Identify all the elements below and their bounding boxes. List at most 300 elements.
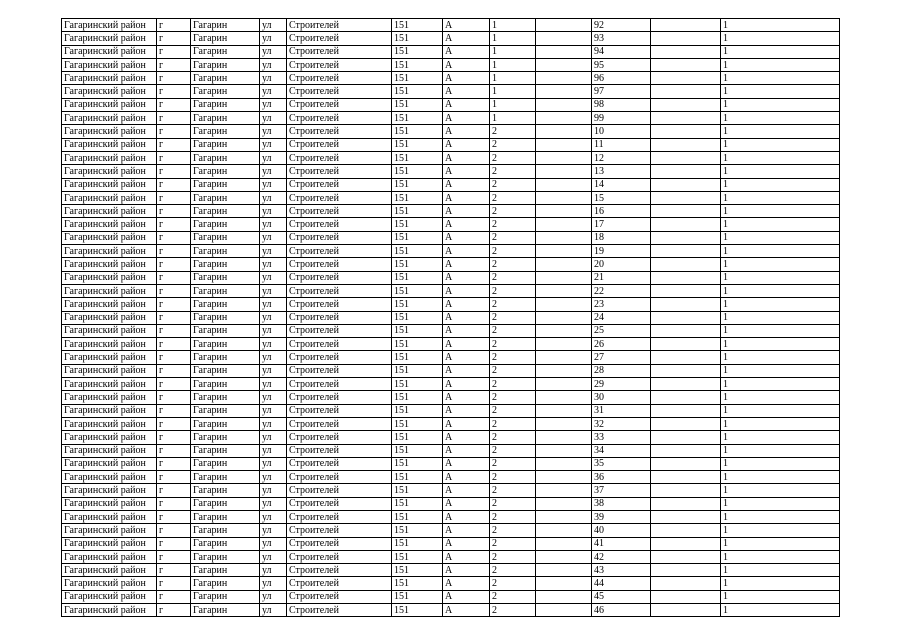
apartment-cell: 38 <box>592 497 651 510</box>
house-cell: 151 <box>392 245 443 258</box>
district-cell: Гагаринский район <box>62 444 157 457</box>
extra2-cell <box>651 218 721 231</box>
apartment-cell: 20 <box>592 258 651 271</box>
extra2-cell <box>651 98 721 111</box>
street-cell: Строителей <box>287 151 392 164</box>
district-cell: Гагаринский район <box>62 98 157 111</box>
building-cell: А <box>443 245 490 258</box>
extra2-cell <box>651 58 721 71</box>
house-cell: 151 <box>392 497 443 510</box>
extra2-cell <box>651 537 721 550</box>
district-cell: Гагаринский район <box>62 391 157 404</box>
settlement-cell: Гагарин <box>191 284 260 297</box>
apartment-cell: 94 <box>592 45 651 58</box>
settlement-cell: Гагарин <box>191 218 260 231</box>
building-cell: А <box>443 604 490 617</box>
entrance-cell: 2 <box>490 178 536 191</box>
extra-cell <box>536 58 592 71</box>
street-cell: Строителей <box>287 245 392 258</box>
extra-cell <box>536 112 592 125</box>
street-type-cell: ул <box>260 32 287 45</box>
table-row <box>62 577 840 590</box>
district-cell: Гагаринский район <box>62 577 157 590</box>
street-cell: Строителей <box>287 484 392 497</box>
entrance-cell: 2 <box>490 284 536 297</box>
settlement-cell: Гагарин <box>191 590 260 603</box>
house-cell: 151 <box>392 72 443 85</box>
apartment-cell: 44 <box>592 577 651 590</box>
entrance-cell: 1 <box>490 98 536 111</box>
table-row <box>62 45 840 58</box>
building-cell: А <box>443 112 490 125</box>
table-row <box>62 138 840 151</box>
street-cell: Строителей <box>287 351 392 364</box>
table-row <box>62 19 840 32</box>
settlement-cell: Гагарин <box>191 404 260 417</box>
district-cell: Гагаринский район <box>62 231 157 244</box>
table-row <box>62 58 840 71</box>
house-cell: 151 <box>392 590 443 603</box>
district-cell: Гагаринский район <box>62 165 157 178</box>
street-cell: Строителей <box>287 550 392 563</box>
settlement-type-cell: г <box>157 324 191 337</box>
extra2-cell <box>651 564 721 577</box>
extra-cell <box>536 577 592 590</box>
settlement-type-cell: г <box>157 205 191 218</box>
extra2-cell <box>651 284 721 297</box>
district-cell: Гагаринский район <box>62 550 157 563</box>
building-cell: А <box>443 45 490 58</box>
street-cell: Строителей <box>287 98 392 111</box>
district-cell: Гагаринский район <box>62 537 157 550</box>
settlement-type-cell: г <box>157 378 191 391</box>
building-cell: А <box>443 258 490 271</box>
settlement-type-cell: г <box>157 178 191 191</box>
street-cell: Строителей <box>287 471 392 484</box>
building-cell: А <box>443 311 490 324</box>
settlement-cell: Гагарин <box>191 457 260 470</box>
count-cell: 1 <box>721 231 840 244</box>
street-type-cell: ул <box>260 98 287 111</box>
count-cell: 1 <box>721 85 840 98</box>
street-cell: Строителей <box>287 604 392 617</box>
settlement-cell: Гагарин <box>191 138 260 151</box>
extra2-cell <box>651 245 721 258</box>
settlement-type-cell: г <box>157 271 191 284</box>
street-cell: Строителей <box>287 324 392 337</box>
street-type-cell: ул <box>260 258 287 271</box>
extra2-cell <box>651 484 721 497</box>
street-cell: Строителей <box>287 311 392 324</box>
extra-cell <box>536 218 592 231</box>
house-cell: 151 <box>392 165 443 178</box>
house-cell: 151 <box>392 218 443 231</box>
extra-cell <box>536 338 592 351</box>
district-cell: Гагаринский район <box>62 112 157 125</box>
settlement-cell: Гагарин <box>191 577 260 590</box>
count-cell: 1 <box>721 311 840 324</box>
count-cell: 1 <box>721 178 840 191</box>
extra2-cell <box>651 324 721 337</box>
entrance-cell: 2 <box>490 218 536 231</box>
district-cell: Гагаринский район <box>62 404 157 417</box>
table-row <box>62 364 840 377</box>
settlement-type-cell: г <box>157 311 191 324</box>
settlement-cell: Гагарин <box>191 205 260 218</box>
entrance-cell: 2 <box>490 524 536 537</box>
street-type-cell: ул <box>260 550 287 563</box>
district-cell: Гагаринский район <box>62 32 157 45</box>
count-cell: 1 <box>721 58 840 71</box>
street-type-cell: ул <box>260 537 287 550</box>
street-type-cell: ул <box>260 284 287 297</box>
extra2-cell <box>651 45 721 58</box>
building-cell: А <box>443 351 490 364</box>
table-row <box>62 165 840 178</box>
street-cell: Строителей <box>287 284 392 297</box>
extra-cell <box>536 98 592 111</box>
table-row <box>62 404 840 417</box>
entrance-cell: 2 <box>490 205 536 218</box>
apartment-cell: 46 <box>592 604 651 617</box>
extra2-cell <box>651 19 721 32</box>
apartment-cell: 21 <box>592 271 651 284</box>
extra2-cell <box>651 391 721 404</box>
district-cell: Гагаринский район <box>62 338 157 351</box>
street-type-cell: ул <box>260 72 287 85</box>
building-cell: А <box>443 85 490 98</box>
settlement-type-cell: г <box>157 510 191 523</box>
district-cell: Гагаринский район <box>62 510 157 523</box>
table-row <box>62 471 840 484</box>
apartment-cell: 35 <box>592 457 651 470</box>
extra-cell <box>536 497 592 510</box>
house-cell: 151 <box>392 125 443 138</box>
street-cell: Строителей <box>287 45 392 58</box>
street-type-cell: ул <box>260 138 287 151</box>
entrance-cell: 2 <box>490 271 536 284</box>
house-cell: 151 <box>392 231 443 244</box>
settlement-type-cell: г <box>157 364 191 377</box>
street-cell: Строителей <box>287 364 392 377</box>
house-cell: 151 <box>392 138 443 151</box>
extra-cell <box>536 378 592 391</box>
extra-cell <box>536 444 592 457</box>
entrance-cell: 2 <box>490 191 536 204</box>
street-type-cell: ул <box>260 165 287 178</box>
extra-cell <box>536 32 592 45</box>
street-cell: Строителей <box>287 444 392 457</box>
street-cell: Строителей <box>287 378 392 391</box>
settlement-cell: Гагарин <box>191 112 260 125</box>
entrance-cell: 2 <box>490 497 536 510</box>
extra2-cell <box>651 178 721 191</box>
extra2-cell <box>651 404 721 417</box>
table-body <box>62 19 840 617</box>
house-cell: 151 <box>392 258 443 271</box>
building-cell: А <box>443 205 490 218</box>
building-cell: А <box>443 271 490 284</box>
settlement-cell: Гагарин <box>191 98 260 111</box>
apartment-cell: 23 <box>592 298 651 311</box>
house-cell: 151 <box>392 151 443 164</box>
district-cell: Гагаринский район <box>62 125 157 138</box>
extra-cell <box>536 471 592 484</box>
extra-cell <box>536 72 592 85</box>
street-cell: Строителей <box>287 112 392 125</box>
extra-cell <box>536 258 592 271</box>
count-cell: 1 <box>721 45 840 58</box>
street-type-cell: ул <box>260 231 287 244</box>
settlement-cell: Гагарин <box>191 564 260 577</box>
count-cell: 1 <box>721 271 840 284</box>
entrance-cell: 2 <box>490 417 536 430</box>
street-type-cell: ул <box>260 444 287 457</box>
extra2-cell <box>651 112 721 125</box>
street-cell: Строителей <box>287 497 392 510</box>
settlement-cell: Гагарин <box>191 151 260 164</box>
apartment-cell: 98 <box>592 98 651 111</box>
building-cell: А <box>443 550 490 563</box>
entrance-cell: 2 <box>490 378 536 391</box>
district-cell: Гагаринский район <box>62 604 157 617</box>
street-cell: Строителей <box>287 218 392 231</box>
district-cell: Гагаринский район <box>62 218 157 231</box>
settlement-cell: Гагарин <box>191 431 260 444</box>
apartment-cell: 99 <box>592 112 651 125</box>
apartment-cell: 93 <box>592 32 651 45</box>
extra-cell <box>536 564 592 577</box>
table-row <box>62 604 840 617</box>
count-cell: 1 <box>721 338 840 351</box>
count-cell: 1 <box>721 550 840 563</box>
building-cell: А <box>443 298 490 311</box>
extra2-cell <box>651 431 721 444</box>
extra2-cell <box>651 510 721 523</box>
settlement-type-cell: г <box>157 112 191 125</box>
entrance-cell: 2 <box>490 298 536 311</box>
extra-cell <box>536 364 592 377</box>
entrance-cell: 1 <box>490 32 536 45</box>
extra-cell <box>536 245 592 258</box>
count-cell: 1 <box>721 537 840 550</box>
entrance-cell: 2 <box>490 484 536 497</box>
apartment-cell: 36 <box>592 471 651 484</box>
building-cell: А <box>443 590 490 603</box>
building-cell: А <box>443 577 490 590</box>
extra-cell <box>536 550 592 563</box>
entrance-cell: 2 <box>490 324 536 337</box>
table-row <box>62 112 840 125</box>
extra2-cell <box>651 205 721 218</box>
extra2-cell <box>651 471 721 484</box>
extra2-cell <box>651 151 721 164</box>
extra-cell <box>536 484 592 497</box>
settlement-type-cell: г <box>157 19 191 32</box>
extra2-cell <box>651 138 721 151</box>
district-cell: Гагаринский район <box>62 85 157 98</box>
building-cell: А <box>443 391 490 404</box>
settlement-type-cell: г <box>157 590 191 603</box>
apartment-cell: 15 <box>592 191 651 204</box>
entrance-cell: 2 <box>490 537 536 550</box>
district-cell: Гагаринский район <box>62 245 157 258</box>
table-row <box>62 191 840 204</box>
count-cell: 1 <box>721 98 840 111</box>
district-cell: Гагаринский район <box>62 471 157 484</box>
street-cell: Строителей <box>287 391 392 404</box>
building-cell: А <box>443 564 490 577</box>
district-cell: Гагаринский район <box>62 484 157 497</box>
count-cell: 1 <box>721 284 840 297</box>
apartment-cell: 41 <box>592 537 651 550</box>
apartment-cell: 96 <box>592 72 651 85</box>
street-type-cell: ул <box>260 431 287 444</box>
building-cell: А <box>443 138 490 151</box>
extra-cell <box>536 524 592 537</box>
house-cell: 151 <box>392 45 443 58</box>
district-cell: Гагаринский район <box>62 378 157 391</box>
entrance-cell: 2 <box>490 471 536 484</box>
entrance-cell: 2 <box>490 364 536 377</box>
street-type-cell: ул <box>260 58 287 71</box>
entrance-cell: 2 <box>490 338 536 351</box>
apartment-cell: 33 <box>592 431 651 444</box>
settlement-type-cell: г <box>157 391 191 404</box>
street-cell: Строителей <box>287 165 392 178</box>
settlement-cell: Гагарин <box>191 191 260 204</box>
table-row <box>62 417 840 430</box>
house-cell: 151 <box>392 457 443 470</box>
street-cell: Строителей <box>287 205 392 218</box>
count-cell: 1 <box>721 444 840 457</box>
street-cell: Строителей <box>287 85 392 98</box>
table-row <box>62 245 840 258</box>
street-cell: Строителей <box>287 72 392 85</box>
extra2-cell <box>651 364 721 377</box>
street-type-cell: ул <box>260 417 287 430</box>
street-type-cell: ул <box>260 19 287 32</box>
house-cell: 151 <box>392 284 443 297</box>
district-cell: Гагаринский район <box>62 138 157 151</box>
entrance-cell: 2 <box>490 564 536 577</box>
settlement-type-cell: г <box>157 72 191 85</box>
count-cell: 1 <box>721 151 840 164</box>
building-cell: А <box>443 524 490 537</box>
entrance-cell: 2 <box>490 604 536 617</box>
street-type-cell: ул <box>260 378 287 391</box>
settlement-type-cell: г <box>157 577 191 590</box>
extra-cell <box>536 205 592 218</box>
settlement-cell: Гагарин <box>191 471 260 484</box>
extra2-cell <box>651 298 721 311</box>
apartment-cell: 18 <box>592 231 651 244</box>
table-row <box>62 311 840 324</box>
count-cell: 1 <box>721 191 840 204</box>
house-cell: 151 <box>392 112 443 125</box>
house-cell: 151 <box>392 178 443 191</box>
entrance-cell: 1 <box>490 19 536 32</box>
settlement-type-cell: г <box>157 404 191 417</box>
table-row <box>62 590 840 603</box>
house-cell: 151 <box>392 338 443 351</box>
settlement-type-cell: г <box>157 484 191 497</box>
building-cell: А <box>443 364 490 377</box>
district-cell: Гагаринский район <box>62 151 157 164</box>
count-cell: 1 <box>721 457 840 470</box>
entrance-cell: 2 <box>490 125 536 138</box>
apartment-cell: 39 <box>592 510 651 523</box>
entrance-cell: 2 <box>490 165 536 178</box>
street-cell: Строителей <box>287 590 392 603</box>
house-cell: 151 <box>392 324 443 337</box>
extra2-cell <box>651 311 721 324</box>
district-cell: Гагаринский район <box>62 364 157 377</box>
settlement-cell: Гагарин <box>191 231 260 244</box>
settlement-cell: Гагарин <box>191 484 260 497</box>
table-row <box>62 524 840 537</box>
district-cell: Гагаринский район <box>62 311 157 324</box>
count-cell: 1 <box>721 510 840 523</box>
district-cell: Гагаринский район <box>62 178 157 191</box>
extra-cell <box>536 125 592 138</box>
extra-cell <box>536 311 592 324</box>
settlement-type-cell: г <box>157 417 191 430</box>
settlement-type-cell: г <box>157 284 191 297</box>
settlement-type-cell: г <box>157 431 191 444</box>
settlement-cell: Гагарин <box>191 417 260 430</box>
street-type-cell: ул <box>260 112 287 125</box>
building-cell: А <box>443 231 490 244</box>
settlement-cell: Гагарин <box>191 497 260 510</box>
entrance-cell: 2 <box>490 351 536 364</box>
building-cell: А <box>443 284 490 297</box>
apartment-cell: 14 <box>592 178 651 191</box>
table-row <box>62 151 840 164</box>
extra-cell <box>536 85 592 98</box>
apartment-cell: 92 <box>592 19 651 32</box>
count-cell: 1 <box>721 165 840 178</box>
apartment-cell: 37 <box>592 484 651 497</box>
street-type-cell: ул <box>260 351 287 364</box>
building-cell: А <box>443 457 490 470</box>
house-cell: 151 <box>392 510 443 523</box>
house-cell: 151 <box>392 604 443 617</box>
building-cell: А <box>443 32 490 45</box>
table-row <box>62 537 840 550</box>
street-cell: Строителей <box>287 417 392 430</box>
count-cell: 1 <box>721 391 840 404</box>
settlement-type-cell: г <box>157 471 191 484</box>
entrance-cell: 2 <box>490 444 536 457</box>
street-type-cell: ул <box>260 604 287 617</box>
street-cell: Строителей <box>287 510 392 523</box>
table-row <box>62 32 840 45</box>
extra2-cell <box>651 271 721 284</box>
apartment-cell: 25 <box>592 324 651 337</box>
building-cell: А <box>443 218 490 231</box>
building-cell: А <box>443 444 490 457</box>
table-row <box>62 218 840 231</box>
building-cell: А <box>443 151 490 164</box>
settlement-cell: Гагарин <box>191 258 260 271</box>
district-cell: Гагаринский район <box>62 564 157 577</box>
house-cell: 151 <box>392 550 443 563</box>
building-cell: А <box>443 191 490 204</box>
district-cell: Гагаринский район <box>62 457 157 470</box>
apartment-cell: 11 <box>592 138 651 151</box>
count-cell: 1 <box>721 431 840 444</box>
